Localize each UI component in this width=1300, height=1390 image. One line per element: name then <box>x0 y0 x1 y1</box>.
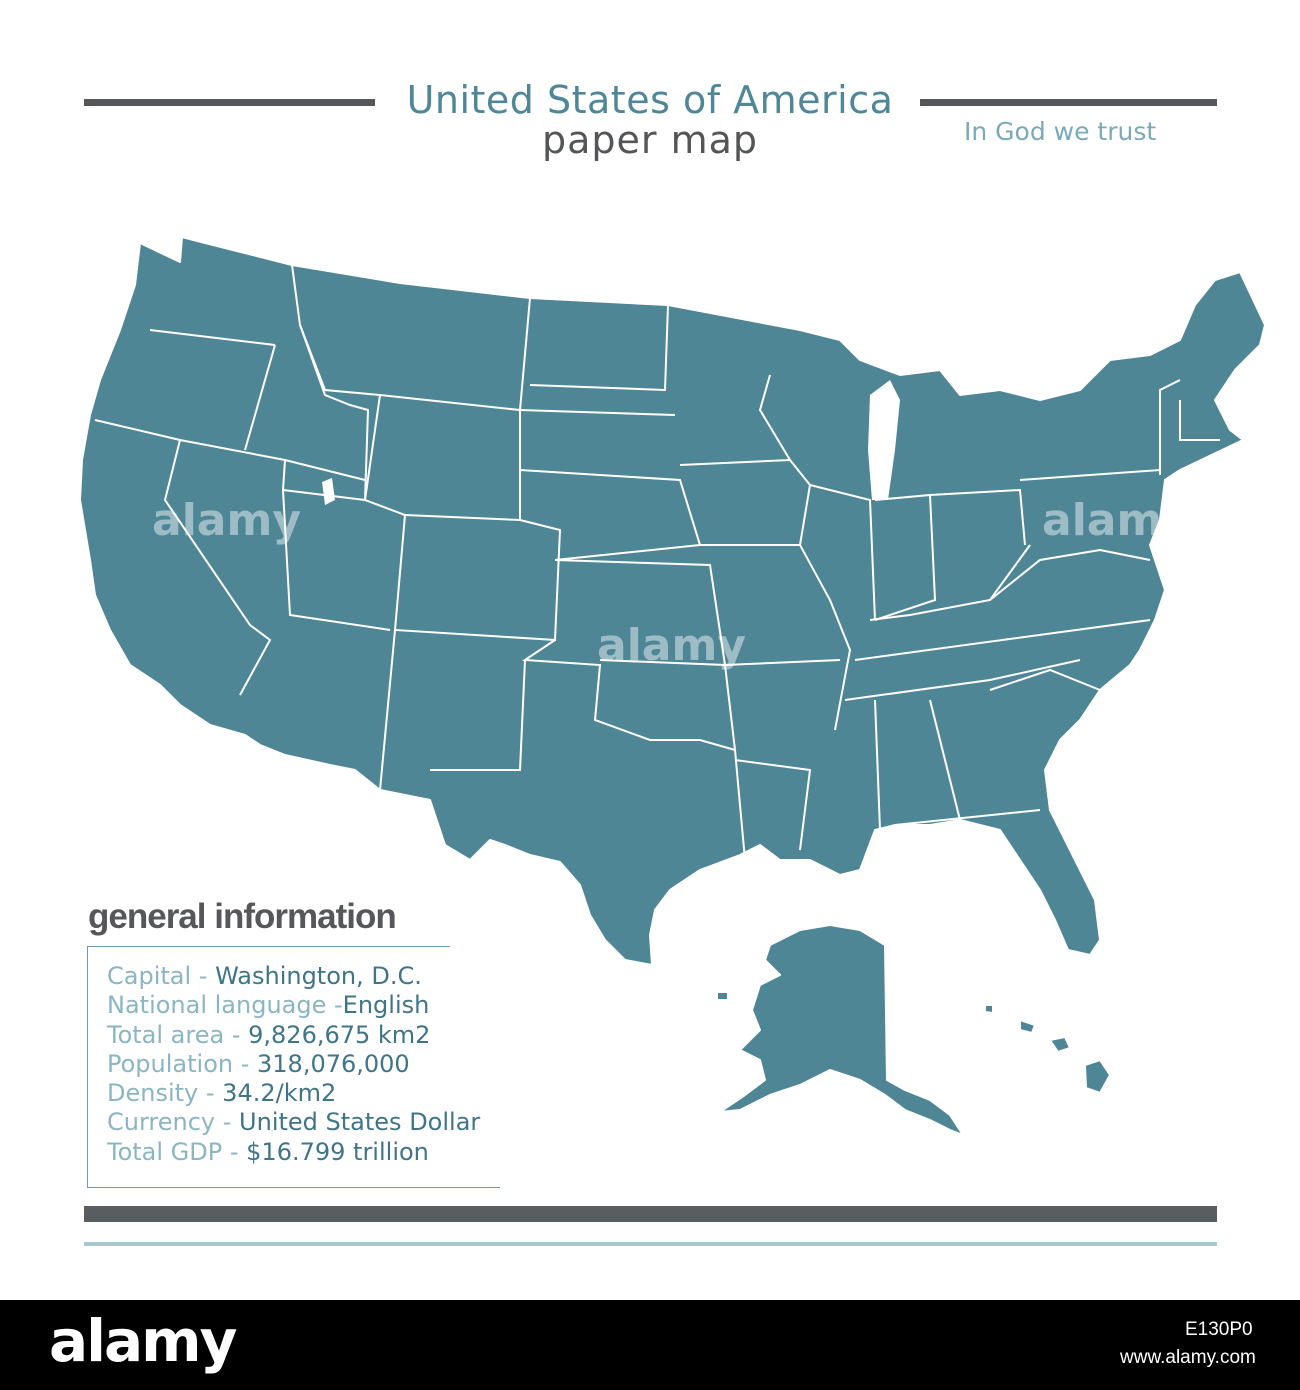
info-row-gdp: Total GDP - $16.799 trillion <box>107 1137 429 1166</box>
info-row-language: National language -English <box>107 991 430 1020</box>
info-list <box>107 962 480 1167</box>
watermark-center: alamy <box>597 620 746 671</box>
aleutian-island-shape <box>717 992 728 1000</box>
hawaii-maui-shape <box>1050 1037 1070 1052</box>
map-title: United States of America <box>406 78 894 122</box>
footer-url: www.alamy.com <box>1120 1347 1256 1368</box>
national-motto: In God we trust <box>964 117 1157 146</box>
contiguous-us-shape <box>80 237 1265 965</box>
info-row-currency: Currency - United States Dollar <box>107 1108 481 1137</box>
hawaii-oahu-shape <box>1020 1020 1035 1033</box>
watermark-left: alamy <box>152 495 301 546</box>
info-row-capital: Capital - Washington, D.C. <box>107 962 422 990</box>
info-row-density: Density - 34.2/km2 <box>107 1079 337 1108</box>
hawaii-kauai-shape <box>985 1005 993 1013</box>
footer-logo: alamy <box>49 1307 236 1375</box>
hawaii-big-island-shape <box>1085 1060 1110 1093</box>
bottom-rule-blue <box>84 1242 1217 1246</box>
watermark-right: alamy <box>1042 495 1191 546</box>
image-id: E130P0 <box>1185 1319 1253 1340</box>
info-row-area: Total area - 9,826,675 km2 <box>107 1020 431 1049</box>
alaska-shape <box>720 925 963 1135</box>
map-subtitle: paper map <box>541 118 759 162</box>
info-row-population: Population - 318,076,000 <box>107 1049 410 1078</box>
info-heading: general information <box>88 897 396 936</box>
bottom-rule-dark <box>84 1206 1217 1222</box>
